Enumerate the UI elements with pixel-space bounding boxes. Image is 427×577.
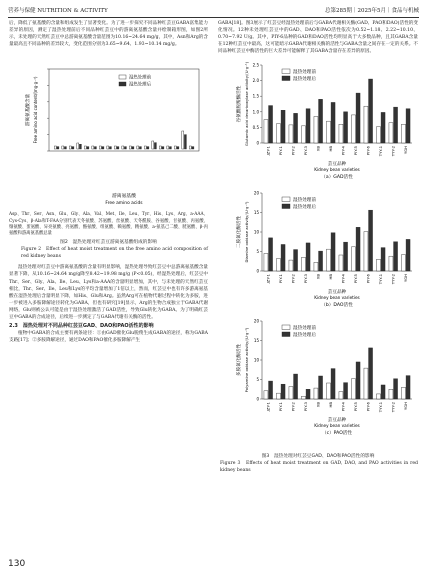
bar-after xyxy=(306,243,310,271)
bar-before xyxy=(314,117,318,144)
fig3-x-tick-label: TYY-1 xyxy=(377,274,383,285)
fig2-box-before xyxy=(189,146,191,149)
fig3-x-tick-label: PIY-2 xyxy=(290,274,296,284)
fig3-x-tick-label: PIY-2 xyxy=(290,402,296,412)
fig3-x-tick-label: PIY-4 xyxy=(340,146,346,156)
fig3-legend xyxy=(282,324,316,338)
fig3-y-tick-label: 0 xyxy=(256,140,259,146)
fig3-x-tick-label: TYY-1 xyxy=(377,146,383,157)
fig2-box-after xyxy=(94,147,96,149)
fig3-subcaption: （c）PAO活性 xyxy=(321,431,353,437)
fig3-legend xyxy=(282,68,316,82)
fig3-x-tick-label: XB xyxy=(315,146,321,152)
fig2-caption-en: Figure 2 Effect of heat moist treatment on the free amino acid composition of red kidney beans xyxy=(21,247,208,260)
bar-before xyxy=(301,397,305,400)
body-paragraph-4: GABA[18]。图3展示了红芸豆经湿热处理前后与GABA代谢相关酶(GAD、PAO和DAO)活性的变化情况。12种未处理红芸豆中的GAD、DAO和PAO活性依次为0.52~1.18、2.22~10.10、0.70~7.92 U/g。其中，PIY-6品种的GAD和DAO活性均明显高于大多数品种，且其GABA含量在12种红芸豆中最高，这可能暗示GABA代谢相关酶的活性与GABA含量之间存在一定的关系。不同品种红芸豆中酶活性的巨大差异可能解释了其GABA含量存在差异的原因。 xyxy=(218,21,418,55)
fig3-y-tick-label: 0 xyxy=(256,268,259,274)
fig2-box-after xyxy=(79,145,81,150)
fig2-plot-frame xyxy=(49,69,199,151)
fig2-box-after xyxy=(109,147,111,149)
bar-after xyxy=(356,362,360,399)
bar-before xyxy=(401,388,405,400)
fig2-box-before xyxy=(129,146,131,149)
bar-before xyxy=(264,391,268,399)
fig3-y-tick-label: 1.5 xyxy=(252,94,259,100)
legend-swatch-after xyxy=(282,332,290,337)
fig3-y-tick-label: 5 xyxy=(256,377,259,383)
bar-after xyxy=(394,242,398,271)
fig3-x-tick-label: PIY-6 xyxy=(365,402,371,412)
bar-after xyxy=(394,379,398,399)
fig3-bar-charts xyxy=(218,57,418,449)
figure-3 xyxy=(218,57,418,473)
fig2-legend xyxy=(119,74,152,88)
bar-before xyxy=(289,387,293,399)
legend-label-before: 湿热处理前 xyxy=(293,70,316,76)
bar-before xyxy=(314,263,318,272)
bar-after xyxy=(369,348,373,399)
fig2-box-before xyxy=(144,146,146,149)
fig2-x-axis-label-en: Free amino acids xyxy=(105,201,143,207)
fig3-x-tick-label: PIY-4 xyxy=(340,274,346,284)
fig2-box-after xyxy=(192,147,194,149)
fig3-x-tick-label: PIY-1 xyxy=(277,402,283,412)
section-heading-2-3: 2.3 湿热处理对不同品种红芸豆GAD、DAO和PAO活性的影响 xyxy=(9,323,154,330)
header-rule xyxy=(8,17,419,18)
fig3-x-tick-label: TYY-2 xyxy=(390,402,396,413)
bar-before xyxy=(364,369,368,400)
journal-issue-label: 总第285期｜2025年5月｜食品与机械 xyxy=(325,8,419,14)
body-paragraph-3: 植物中GABA的合成主要有两条途径：①由GAD催化Glu脱羧生成GABA的途径，称为GABA支路[17]；②多胺降解途径，通过DAO和PAO催化多胺降解产生 xyxy=(9,331,208,344)
fig2-box-after xyxy=(177,147,179,149)
fig2-box-after xyxy=(87,147,89,149)
fig3-x-tick-label: PIY-5 xyxy=(352,274,358,284)
bar-before xyxy=(401,255,405,271)
bar-after xyxy=(369,211,373,272)
bar-after xyxy=(394,108,398,144)
fig3-x-tick-label: PIY-2 xyxy=(290,146,296,156)
fig3-x-tick-label: TYY-1 xyxy=(377,402,383,413)
fig3-y-tick-label: 15 xyxy=(253,210,259,216)
fig2-box-after xyxy=(147,147,149,149)
bar-after xyxy=(406,109,410,143)
fig2-box-after xyxy=(169,147,171,149)
fig2-x-axis-label: 游离氨基酸 xyxy=(112,194,136,200)
fig3-x-tick-label: YGH xyxy=(402,146,408,155)
fig3-y-tick-label: 1.0 xyxy=(252,109,259,115)
fig2-box-before xyxy=(62,146,64,149)
bar-before xyxy=(376,127,380,143)
bar-before xyxy=(389,390,393,400)
legend-swatch-before xyxy=(282,325,290,330)
bar-before xyxy=(389,257,393,272)
fig3-panel-c xyxy=(235,319,412,437)
fig3-x-tick-label: HB xyxy=(327,274,333,280)
fig3-x-axis-label-en: Kidney bean varieties xyxy=(314,295,360,301)
bar-after xyxy=(281,245,285,272)
bar-after xyxy=(356,94,360,144)
legend-label-before: 湿热处理前 xyxy=(293,326,316,332)
fig3-x-tick-label: JZY-1 xyxy=(265,146,271,156)
fig3-y-tick-label: 20 xyxy=(253,318,259,324)
bar-before xyxy=(276,124,280,143)
figure-2 xyxy=(9,51,208,260)
fig3-y-tick-label: 0 xyxy=(256,396,259,402)
bar-before xyxy=(401,125,405,144)
fig3-y-tick-label: 15 xyxy=(253,338,259,344)
bar-before xyxy=(326,383,330,399)
bar-before xyxy=(351,115,355,143)
bar-after xyxy=(281,385,285,400)
journal-section-label: 营养与保健 NUTRITION & ACTIVITY xyxy=(8,8,108,14)
bar-before xyxy=(364,107,368,144)
bar-after xyxy=(331,369,335,399)
fig3-x-tick-label: PIY-3 xyxy=(302,146,308,156)
bar-before xyxy=(376,260,380,272)
fig3-x-tick-label: HB xyxy=(327,402,333,408)
fig3-x-axis-label: 芸豆品种 xyxy=(327,290,347,296)
fig2-boxplot xyxy=(9,51,208,209)
bar-after xyxy=(319,376,323,399)
fig2-box-before xyxy=(77,143,79,149)
fig2-box-before xyxy=(137,146,139,149)
bar-before xyxy=(301,126,305,143)
fig3-x-tick-label: HB xyxy=(327,146,333,152)
fig3-panel-a xyxy=(235,62,412,181)
fig3-x-tick-label: JZY-1 xyxy=(265,274,271,284)
bar-before xyxy=(289,261,293,272)
bar-before xyxy=(339,392,343,399)
fig3-y-axis-label: 二胺氧化酶活性 xyxy=(237,216,242,249)
bar-after xyxy=(344,243,348,272)
fig3-x-tick-label: PIY-5 xyxy=(352,402,358,412)
bar-after xyxy=(306,109,310,143)
body-paragraph-1: 后，降低了氨基酸的含量和组成发生了显著变化。为了进一步探究不同品种红芸豆GABA富集能力差异的原因，测定了湿热处理前后不同品种红芸豆中的游离氨基酸含量并绘制箱形图，如图2所示，未处理的天然红芸豆中总游离氨基酸含量范围为10.16~24.64 mg/g，其中，Asn和Arg的含量最高且不同品种的差异较大，变化范围分别为3.65~9.64、1.93~10.14 mg/g。 xyxy=(9,21,208,48)
fig2-box-before xyxy=(92,146,94,149)
fig3-x-axis-label-en: Kidney bean varieties xyxy=(314,167,360,173)
bar-before xyxy=(276,394,280,400)
fig3-x-tick-label: PIY-6 xyxy=(365,274,371,284)
fig2-box-after xyxy=(57,147,59,149)
bar-before xyxy=(301,258,305,272)
bar-after xyxy=(319,252,323,272)
fig3-y-axis-label: 多胺氧化酶活性 xyxy=(237,344,242,377)
legend-label-after: 湿热处理后 xyxy=(293,205,316,211)
fig3-x-tick-label: XB xyxy=(315,402,321,408)
fig2-box-after xyxy=(184,135,186,149)
left-column xyxy=(9,20,208,344)
bar-after xyxy=(381,248,385,271)
bar-after xyxy=(319,100,323,144)
fig3-x-axis-label-en: Kidney bean varieties xyxy=(314,423,360,429)
fig2-box-before xyxy=(54,146,56,149)
bar-before xyxy=(389,123,393,143)
bar-after xyxy=(306,390,310,400)
fig3-x-tick-label: XB xyxy=(315,274,321,280)
bar-after xyxy=(406,240,410,272)
legend-swatch-before xyxy=(282,197,290,202)
fig3-x-tick-label: PIY-1 xyxy=(277,274,283,284)
bar-before xyxy=(276,259,280,271)
legend-label-after: 湿热处理后 xyxy=(129,82,151,88)
fig2-box-before xyxy=(69,146,71,149)
bar-after xyxy=(381,113,385,144)
fig2-box-after xyxy=(124,147,126,149)
fig3-x-axis-label: 芸豆品种 xyxy=(327,418,347,424)
fig3-y-tick-label: 2.0 xyxy=(252,78,259,84)
bar-after xyxy=(294,250,298,271)
bar-after xyxy=(406,376,410,399)
fig2-box-before xyxy=(114,146,116,149)
legend-swatch-before xyxy=(119,75,126,79)
fig3-legend xyxy=(282,196,316,210)
fig2-box-after xyxy=(162,147,164,149)
fig2-caption-cn: 图2 湿热处理对红芸豆游离氨基酸组成的影响 xyxy=(60,240,157,246)
fig2-box-after xyxy=(154,143,156,149)
fig3-caption-en: Figure 3 Effects of heat moist treatment on GAD, DAO, and PAO activities in red kidney beans xyxy=(220,460,418,473)
fig3-y-tick-label: 10 xyxy=(253,229,259,235)
legend-swatch-after xyxy=(282,204,290,209)
bar-after xyxy=(369,80,373,144)
fig3-y-tick-label: 20 xyxy=(253,190,259,196)
bar-before xyxy=(264,120,268,143)
fig3-x-tick-label: PIY-1 xyxy=(277,146,283,156)
bar-before xyxy=(351,379,355,399)
fig2-y-axis-label-en: Free amino acid content/(mg·g⁻¹) xyxy=(33,76,38,144)
fig3-x-tick-label: PIY-3 xyxy=(302,402,308,412)
fig2-box-before xyxy=(99,146,101,149)
fig2-box-after xyxy=(132,147,134,149)
bar-before xyxy=(289,125,293,143)
running-header xyxy=(8,4,419,16)
fig3-x-tick-label: TYY-2 xyxy=(390,274,396,285)
bar-after xyxy=(294,375,298,400)
fig2-box-after xyxy=(139,147,141,149)
fig3-subcaption: （a）GAD活性 xyxy=(321,175,353,181)
bar-after xyxy=(269,382,273,400)
fig3-y-tick-label: 10 xyxy=(253,357,259,363)
body-paragraph-2: 湿热处理对红芸豆中游离氨基酸的含量有明显影响，湿热处理导致红芸豆中总游离氨基酸含量显著下降，从10.16~24.64 mg/g降至8.42~19.98 mg/g (P<0.05)，经湿热处理后，红芸豆中Thr、Ser、Gly、Ala、Ile、Leu、Lys和a-AAA的含量明显增加，其中，与未处理的天然红芸豆相比，Thr、Ser、Ile、Leu和Lys的平均含量增加了1倍以上，然而，红芸豆中也有许多游离氨基酸在湿热处理后含量明显下降，如His、Glu和Arg。虽然Arg可在植物代谢过程中转化为多胺，进一步被进入多胺降解途径转化为GABA，但也有研究[19]显示，Arg的生物合成独立于GABA代谢网络，Glu则被公认可能是由于湿热处理激活了GAD活性，导致Glu转化为GABA。为了明确红芸豆中GABA的合成途径，后续进一步测定了与GABA代谢有关酶的活性。 xyxy=(9,265,208,321)
fig3-x-axis-label: 芸豆品种 xyxy=(327,162,347,168)
bar-before xyxy=(314,389,318,400)
legend-swatch-before xyxy=(282,69,290,74)
fig3-caption-cn: 图3 湿热处理对红芸豆GAD、DAO和PAO活性的影响 xyxy=(261,453,375,459)
fig2-abbreviation-note: Asp、Thr、Ser、Asn、Glu、Gly、Ala、Val、Met、Ile、Leu、Tyr、His、Lys、Arg、a-AAA、Cys-Cys、β-Ala和T-FAA分别代表天冬氨酸、苏氨酸、丝氨酸、天冬酰胺、谷氨酸、甘氨酸、丙氨酸、缬氨酸、蛋氨酸、异亮氨酸、亮氨酸、酪氨酸、组氨酸、赖氨酸、精氨酸、a-氨基己二酸、胱氨酸、β-丙氨酸和游离氨基酸总量 xyxy=(9,212,208,237)
fig3-y-tick-label: 5 xyxy=(256,249,259,255)
fig3-x-tick-label: YGH xyxy=(402,402,408,411)
fig3-y-axis-label: 谷氨酸脱羧酶活性 xyxy=(237,86,242,123)
legend-label-after: 湿热处理后 xyxy=(293,77,316,83)
fig2-y-axis-label: 游离氨基酸含量 xyxy=(26,94,31,127)
bar-after xyxy=(269,106,273,143)
fig3-panel-b xyxy=(235,191,412,309)
bar-before xyxy=(364,232,368,271)
fig3-x-tick-label: PIY-5 xyxy=(352,146,358,156)
bar-after xyxy=(344,112,348,143)
fig2-box-before xyxy=(182,131,184,149)
fig2-box-after xyxy=(64,147,66,149)
bar-before xyxy=(339,125,343,144)
fig3-x-tick-label: PIY-3 xyxy=(302,274,308,284)
bar-after xyxy=(331,233,335,271)
fig3-subcaption: （b）DAO活性 xyxy=(321,303,353,309)
right-column xyxy=(218,20,418,474)
legend-label-before: 湿热处理前 xyxy=(293,198,316,204)
bar-after xyxy=(294,114,298,144)
bar-after xyxy=(281,111,285,144)
fig3-y-tick-label: 0.5 xyxy=(252,125,259,131)
fig3-y-axis-label-en: Glutamic acid decarboxylase activity/(U·g⁻¹) xyxy=(244,62,249,147)
bar-before xyxy=(326,250,330,272)
fig2-box-after xyxy=(117,147,119,149)
fig2-box-before xyxy=(167,146,169,149)
fig3-x-tick-label: PIY-4 xyxy=(340,402,346,412)
fig3-y-axis-label-en: Polyamine oxidase activity/(U·g⁻¹) xyxy=(244,328,249,393)
fig2-box-before xyxy=(159,146,161,149)
fig2-box-before xyxy=(152,141,154,149)
page-number: 130 xyxy=(8,559,26,569)
fig3-x-tick-label: PIY-6 xyxy=(365,146,371,156)
fig2-box-before xyxy=(174,146,176,149)
bar-before xyxy=(264,254,268,272)
fig3-x-tick-label: YGH xyxy=(402,274,408,283)
legend-swatch-after xyxy=(119,82,126,86)
bar-after xyxy=(356,228,360,272)
bar-after xyxy=(331,103,335,144)
bar-after xyxy=(381,385,385,399)
legend-label-before: 湿热处理前 xyxy=(129,75,151,81)
fig3-y-axis-label-en: Diamine oxidase activity/(U·g⁻¹) xyxy=(244,202,249,263)
bar-before xyxy=(351,247,355,271)
bar-before xyxy=(326,122,330,144)
fig2-box-before xyxy=(122,146,124,149)
bar-before xyxy=(339,255,343,271)
fig2-box-before xyxy=(107,146,109,149)
legend-swatch-after xyxy=(282,76,290,81)
legend-label-after: 湿热处理后 xyxy=(293,333,316,339)
fig3-y-tick-label: 2.5 xyxy=(252,62,259,68)
bar-after xyxy=(269,238,273,271)
fig2-box-before xyxy=(84,146,86,149)
fig3-x-tick-label: TYY-2 xyxy=(390,146,396,157)
fig2-box-after xyxy=(72,147,74,149)
fig3-x-tick-label: JZY-1 xyxy=(265,402,271,412)
fig2-box-after xyxy=(102,147,104,149)
bar-before xyxy=(376,394,380,399)
bar-after xyxy=(344,383,348,399)
